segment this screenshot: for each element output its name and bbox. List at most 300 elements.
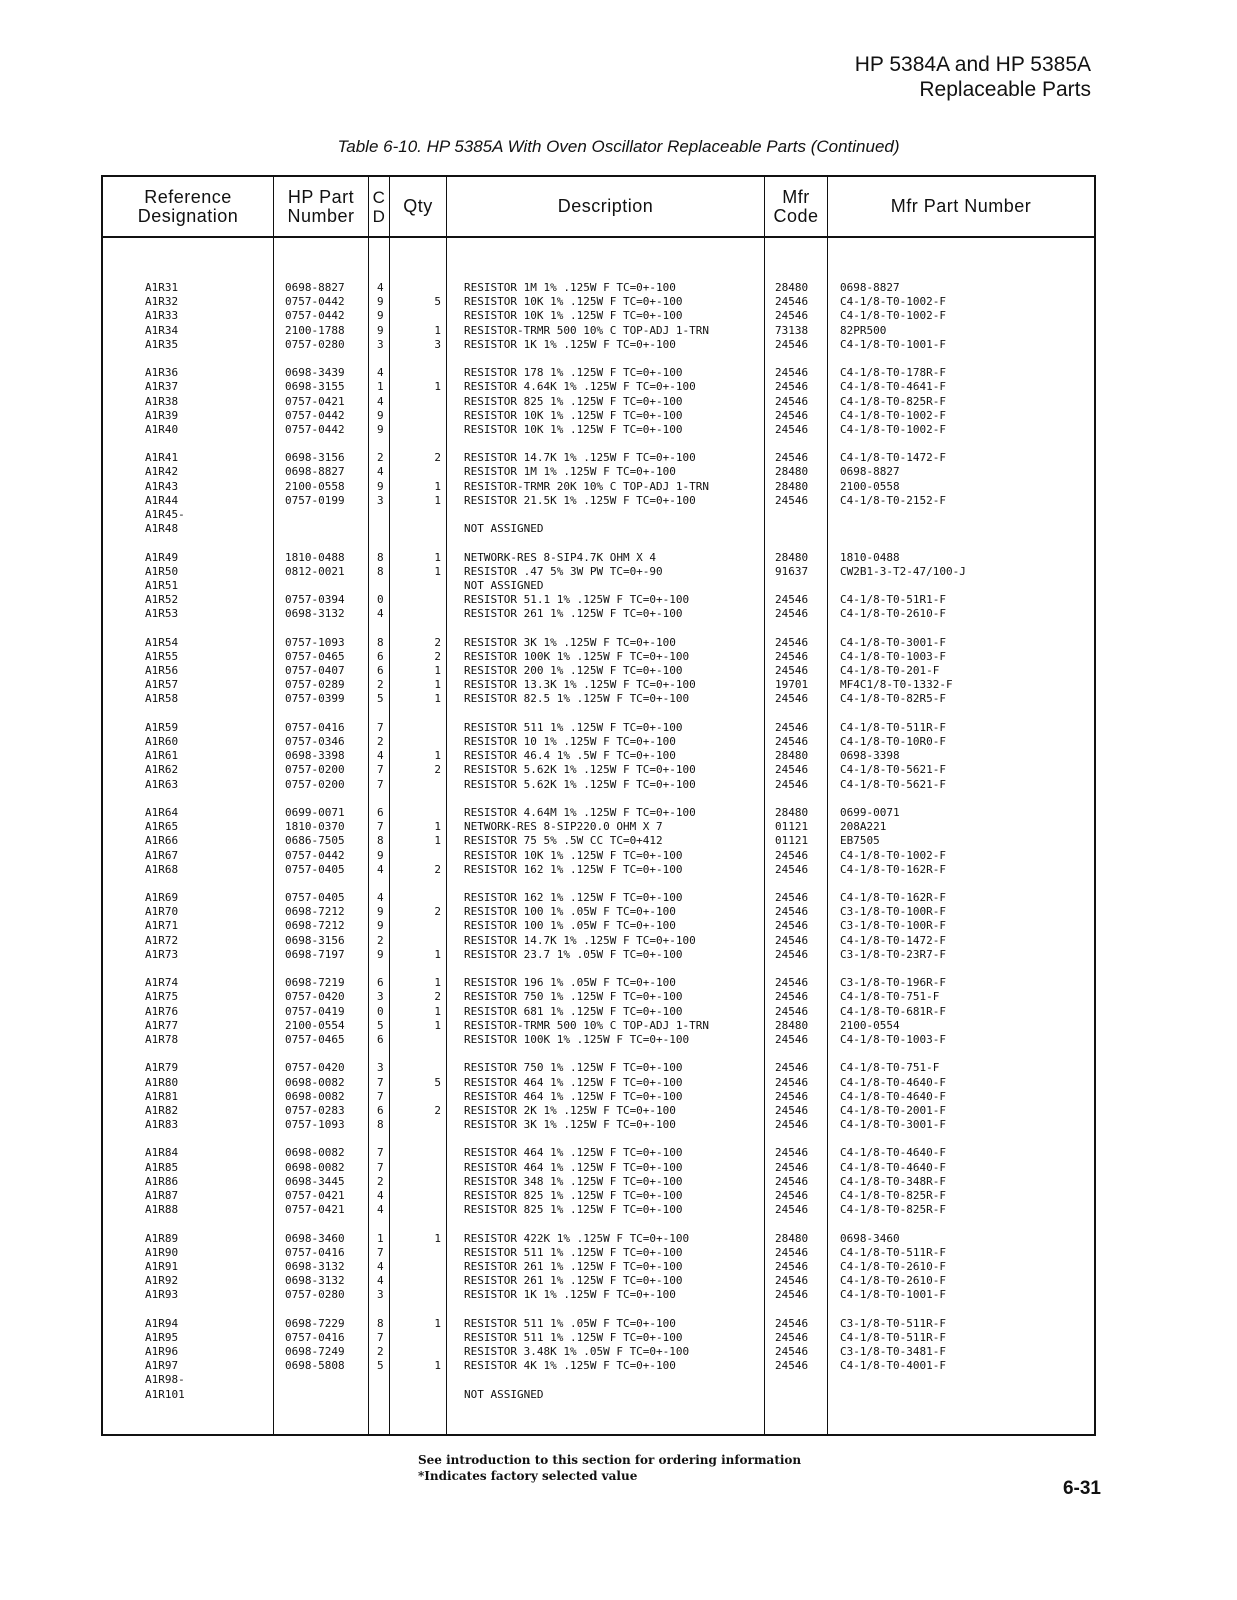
- cell-description: RESISTOR-TRMR 500 10% C TOP-ADJ 1-TRN: [464, 323, 710, 337]
- cell-description: RESISTOR-TRMR 20K 10% C TOP-ADJ 1-TRN: [464, 479, 710, 493]
- cell-reference: A1R67: [145, 848, 179, 862]
- cell-reference: A1R101: [145, 1387, 185, 1401]
- cell-hp-part-number: 0757-0405: [285, 862, 345, 876]
- row-group: [103, 636, 1094, 707]
- cell-mfr-code: 24546: [775, 1118, 809, 1132]
- cell-hp-part-number: 0698-7229: [285, 1316, 345, 1330]
- cell-mfr-part-number: C4-1/8-T0-1001-F: [840, 1288, 946, 1302]
- cell-qty: 3: [434, 337, 441, 351]
- cell-reference: A1R58: [145, 692, 179, 706]
- cell-qty: 1: [434, 323, 441, 337]
- cell-cd: 4: [377, 1274, 384, 1288]
- cell-hp-part-number: 0698-0082: [285, 1089, 345, 1103]
- cell-hp-part-number: 0757-0200: [285, 763, 345, 777]
- cell-qty: 5: [434, 1075, 441, 1089]
- cell-mfr-part-number: MF4C1/8-T0-1332-F: [840, 678, 953, 692]
- row-group: [103, 806, 1094, 877]
- cell-mfr-part-number: C4-1/8-T0-178R-F: [840, 366, 946, 380]
- cell-reference: A1R86: [145, 1174, 179, 1188]
- row-group: [103, 891, 1094, 962]
- table-row: [103, 1175, 1094, 1189]
- cell-mfr-code: 24546: [775, 947, 809, 961]
- cell-mfr-code: 24546: [775, 493, 809, 507]
- table-row: [103, 1005, 1094, 1019]
- cell-qty: 2: [434, 1103, 441, 1117]
- cell-mfr-code: 24546: [775, 366, 809, 380]
- cell-mfr-code: 24546: [775, 607, 809, 621]
- cell-hp-part-number: 0757-0465: [285, 649, 345, 663]
- cell-hp-part-number: 0757-0416: [285, 720, 345, 734]
- header-cd: C D: [372, 187, 386, 226]
- cell-description: RESISTOR 51.1 1% .125W F TC=0+-100: [464, 593, 690, 607]
- cell-reference: A1R49: [145, 550, 179, 564]
- cell-reference: A1R65: [145, 820, 179, 834]
- cell-hp-part-number: 0698-3132: [285, 1274, 345, 1288]
- cell-cd: 4: [377, 281, 384, 294]
- cell-cd: 4: [377, 1259, 384, 1273]
- cell-hp-part-number: 1810-0370: [285, 820, 345, 834]
- cell-reference: A1R52: [145, 593, 179, 607]
- cell-hp-part-number: 0757-0405: [285, 891, 345, 905]
- cell-cd: 4: [377, 394, 384, 408]
- cell-mfr-code: 24546: [775, 763, 809, 777]
- cell-reference: A1R38: [145, 394, 179, 408]
- cell-hp-part-number: 0757-0280: [285, 337, 345, 351]
- cell-hp-part-number: 0698-7219: [285, 976, 345, 990]
- cell-description: RESISTOR 10K 1% .125W F TC=0+-100: [464, 422, 683, 436]
- cell-mfr-part-number: C4-1/8-T0-4640-F: [840, 1146, 946, 1160]
- cell-hp-part-number: 0698-3155: [285, 380, 345, 394]
- table-row: [103, 990, 1094, 1004]
- cell-cd: 9: [377, 947, 384, 961]
- cell-qty: 1: [434, 493, 441, 507]
- cell-mfr-code: 24546: [775, 976, 809, 990]
- cell-mfr-code: 24546: [775, 990, 809, 1004]
- cell-description: RESISTOR 196 1% .05W F TC=0+-100: [464, 976, 676, 990]
- cell-hp-part-number: 0757-0200: [285, 777, 345, 791]
- cell-qty: 2: [434, 763, 441, 777]
- cell-description: RESISTOR 1M 1% .125W F TC=0+-100: [464, 281, 676, 294]
- cell-cd: 2: [377, 451, 384, 465]
- cell-reference: A1R74: [145, 976, 179, 990]
- table-row: [103, 1161, 1094, 1175]
- cell-mfr-code: 24546: [775, 862, 809, 876]
- cell-mfr-part-number: C3-1/8-T0-196R-F: [840, 976, 946, 990]
- cell-reference: A1R54: [145, 635, 179, 649]
- cell-mfr-part-number: C4-1/8-T0-162R-F: [840, 891, 946, 905]
- cell-mfr-code: 73138: [775, 323, 809, 337]
- cell-mfr-part-number: 0699-0071: [840, 805, 900, 819]
- cell-qty: 2: [434, 635, 441, 649]
- cell-hp-part-number: 0757-0420: [285, 990, 345, 1004]
- cell-mfr-code: 24546: [775, 1288, 809, 1302]
- cell-mfr-code: 24546: [775, 1146, 809, 1160]
- cell-hp-part-number: 0757-0394: [285, 593, 345, 607]
- cell-qty: 1: [434, 1231, 441, 1245]
- cell-hp-part-number: 0757-0199: [285, 493, 345, 507]
- cell-mfr-part-number: 82PR500: [840, 323, 887, 337]
- table-row: [103, 749, 1094, 763]
- cell-qty: 1: [434, 380, 441, 394]
- cell-reference: A1R40: [145, 422, 179, 436]
- cell-mfr-part-number: C3-1/8-T0-511R-F: [840, 1316, 946, 1330]
- cell-reference: A1R61: [145, 749, 179, 763]
- cell-mfr-code: 24546: [775, 848, 809, 862]
- cell-description: RESISTOR 3K 1% .125W F TC=0+-100: [464, 1118, 676, 1132]
- cell-reference: A1R31: [145, 281, 179, 294]
- cell-hp-part-number: 0757-0421: [285, 1203, 345, 1217]
- table-row: [103, 522, 1094, 536]
- cell-mfr-code: 28480: [775, 479, 809, 493]
- table-row: [103, 380, 1094, 394]
- cell-hp-part-number: 0698-0082: [285, 1146, 345, 1160]
- cell-mfr-part-number: C4-1/8-T0-751-F: [840, 1061, 940, 1075]
- cell-hp-part-number: 0757-1093: [285, 635, 345, 649]
- table-row: [103, 678, 1094, 692]
- cell-description: RESISTOR 681 1% .125W F TC=0+-100: [464, 1004, 683, 1018]
- cell-qty: 2: [434, 905, 441, 919]
- row-group: [103, 1232, 1094, 1303]
- cell-description: RESISTOR 10K 1% .125W F TC=0+-100: [464, 295, 683, 309]
- table-row: [103, 834, 1094, 848]
- cell-reference: A1R83: [145, 1118, 179, 1132]
- cell-cd: 9: [377, 905, 384, 919]
- cell-reference: A1R33: [145, 309, 179, 323]
- table-row: [103, 494, 1094, 508]
- cell-reference: A1R35: [145, 337, 179, 351]
- header-hp-part-number: HP Part Number: [287, 186, 355, 226]
- cell-hp-part-number: 0757-0280: [285, 1288, 345, 1302]
- table-header: [103, 177, 1094, 238]
- cell-hp-part-number: 0757-0442: [285, 408, 345, 422]
- cell-mfr-part-number: C4-1/8-T0-1001-F: [840, 337, 946, 351]
- cell-description: NOT ASSIGNED: [464, 578, 544, 592]
- cell-description: RESISTOR 4K 1% .125W F TC=0+-100: [464, 1359, 676, 1373]
- parts-table: [101, 175, 1096, 1436]
- cell-cd: 4: [377, 465, 384, 479]
- row-group: [103, 551, 1094, 622]
- cell-description: RESISTOR 511 1% .05W F TC=0+-100: [464, 1316, 676, 1330]
- cell-hp-part-number: 0698-7212: [285, 905, 345, 919]
- cell-description: RESISTOR 200 1% .125W F TC=0+-100: [464, 664, 683, 678]
- table-row: [103, 905, 1094, 919]
- cell-reference: A1R69: [145, 891, 179, 905]
- table-row: [103, 565, 1094, 579]
- cell-cd: 9: [377, 408, 384, 422]
- cell-reference: A1R37: [145, 380, 179, 394]
- table-row: [103, 948, 1094, 962]
- table-row: [103, 1189, 1094, 1203]
- cell-hp-part-number: 0812-0021: [285, 564, 345, 578]
- table-row: [103, 806, 1094, 820]
- header-description: Description: [557, 196, 654, 216]
- cell-qty: 1: [434, 692, 441, 706]
- cell-cd: 6: [377, 649, 384, 663]
- cell-mfr-code: 24546: [775, 394, 809, 408]
- cell-description: RESISTOR 464 1% .125W F TC=0+-100: [464, 1146, 683, 1160]
- table-row: [103, 480, 1094, 494]
- cell-mfr-part-number: C4-1/8-T0-4640-F: [840, 1160, 946, 1174]
- cell-cd: 2: [377, 1345, 384, 1359]
- cell-description: RESISTOR 5.62K 1% .125W F TC=0+-100: [464, 763, 696, 777]
- table-row: [103, 735, 1094, 749]
- cell-cd: 9: [377, 479, 384, 493]
- cell-mfr-code: 24546: [775, 309, 809, 323]
- cell-mfr-part-number: C4-1/8-T0-348R-F: [840, 1174, 946, 1188]
- cell-hp-part-number: 2100-0554: [285, 1018, 345, 1032]
- header-title: HP 5384A and HP 5385A: [854, 53, 1091, 76]
- cell-mfr-code: 28480: [775, 1018, 809, 1032]
- cell-reference: A1R45-: [145, 508, 185, 521]
- cell-mfr-part-number: 0698-3398: [840, 749, 900, 763]
- cell-mfr-code: 28480: [775, 465, 809, 479]
- cell-mfr-part-number: C4-1/8-T0-825R-F: [840, 1189, 946, 1202]
- cell-reference: A1R72: [145, 933, 179, 947]
- cell-hp-part-number: 0757-0421: [285, 1189, 345, 1202]
- cell-reference: A1R80: [145, 1075, 179, 1089]
- cell-description: RESISTOR 750 1% .125W F TC=0+-100: [464, 1061, 683, 1075]
- cell-cd: 6: [377, 664, 384, 678]
- table-row: [103, 1104, 1094, 1118]
- cell-mfr-part-number: C4-1/8-T0-4001-F: [840, 1359, 946, 1373]
- header-subtitle: Replaceable Parts: [919, 78, 1091, 101]
- cell-description: NOT ASSIGNED: [464, 1387, 544, 1401]
- cell-mfr-code: 24546: [775, 1203, 809, 1217]
- cell-mfr-code: 28480: [775, 281, 809, 294]
- cell-reference: A1R85: [145, 1160, 179, 1174]
- cell-mfr-code: 24546: [775, 1345, 809, 1359]
- cell-hp-part-number: 0757-0442: [285, 848, 345, 862]
- cell-mfr-code: 24546: [775, 408, 809, 422]
- cell-reference: A1R88: [145, 1203, 179, 1217]
- cell-description: RESISTOR 4.64K 1% .125W F TC=0+-100: [464, 380, 696, 394]
- cell-cd: 7: [377, 763, 384, 777]
- cell-mfr-part-number: C4-1/8-T0-511R-F: [840, 720, 946, 734]
- cell-description: RESISTOR .47 5% 3W PW TC=0+-90: [464, 564, 663, 578]
- cell-cd: 9: [377, 848, 384, 862]
- table-row: [103, 409, 1094, 423]
- cell-mfr-part-number: C3-1/8-T0-3481-F: [840, 1345, 946, 1359]
- cell-description: RESISTOR 3.48K 1% .05W F TC=0+-100: [464, 1345, 690, 1359]
- cell-description: NETWORK-RES 8-SIP4.7K OHM X 4: [464, 550, 657, 564]
- row-group: [103, 281, 1094, 352]
- cell-cd: 6: [377, 805, 384, 819]
- table-row: [103, 281, 1094, 295]
- cell-cd: 8: [377, 550, 384, 564]
- cell-reference: A1R79: [145, 1061, 179, 1075]
- cell-cd: 2: [377, 1174, 384, 1188]
- cell-hp-part-number: 1810-0488: [285, 550, 345, 564]
- cell-reference: A1R39: [145, 408, 179, 422]
- table-row: [103, 650, 1094, 664]
- cell-mfr-code: 24546: [775, 593, 809, 607]
- table-row: [103, 1203, 1094, 1217]
- cell-cd: 9: [377, 309, 384, 323]
- table-row: [103, 1345, 1094, 1359]
- cell-reference: A1R53: [145, 607, 179, 621]
- row-group: [103, 1317, 1094, 1402]
- cell-cd: 2: [377, 678, 384, 692]
- table-row: [103, 593, 1094, 607]
- cell-description: RESISTOR 511 1% .125W F TC=0+-100: [464, 1330, 683, 1344]
- cell-mfr-part-number: C4-1/8-T0-1003-F: [840, 1032, 946, 1046]
- table-row: [103, 1033, 1094, 1047]
- cell-cd: 6: [377, 1032, 384, 1046]
- cell-mfr-code: 24546: [775, 1316, 809, 1330]
- cell-mfr-part-number: C4-1/8-T0-3001-F: [840, 1118, 946, 1132]
- cell-mfr-code: 28480: [775, 550, 809, 564]
- header-reference-designation: Reference Designation: [137, 186, 239, 226]
- cell-mfr-code: 24546: [775, 891, 809, 905]
- cell-hp-part-number: 0698-3132: [285, 607, 345, 621]
- cell-hp-part-number: 0757-0421: [285, 394, 345, 408]
- cell-mfr-code: 24546: [775, 919, 809, 933]
- cell-mfr-part-number: C4-1/8-T0-2610-F: [840, 1259, 946, 1273]
- cell-reference: A1R57: [145, 678, 179, 692]
- cell-cd: 1: [377, 380, 384, 394]
- cell-reference: A1R56: [145, 664, 179, 678]
- table-row: [103, 295, 1094, 309]
- cell-cd: 5: [377, 1018, 384, 1032]
- cell-reference: A1R77: [145, 1018, 179, 1032]
- table-row: [103, 338, 1094, 352]
- cell-reference: A1R55: [145, 649, 179, 663]
- cell-description: RESISTOR 3K 1% .125W F TC=0+-100: [464, 635, 676, 649]
- cell-description: RESISTOR-TRMR 500 10% C TOP-ADJ 1-TRN: [464, 1018, 710, 1032]
- cell-mfr-code: 24546: [775, 1174, 809, 1188]
- cell-qty: 2: [434, 862, 441, 876]
- cell-hp-part-number: 0757-0346: [285, 735, 345, 748]
- cell-reference: A1R44: [145, 493, 179, 507]
- table-row: [103, 1388, 1094, 1402]
- cell-cd: 1: [377, 1231, 384, 1245]
- table-row: [103, 1019, 1094, 1033]
- cell-description: RESISTOR 10K 1% .125W F TC=0+-100: [464, 408, 683, 422]
- cell-description: RESISTOR 10 1% .125W F TC=0+-100: [464, 735, 676, 748]
- cell-description: RESISTOR 511 1% .125W F TC=0+-100: [464, 1245, 683, 1259]
- cell-mfr-part-number: C4-1/8-T0-1003-F: [840, 649, 946, 663]
- cell-hp-part-number: 0757-0407: [285, 664, 345, 678]
- footer-ordering-note: See introduction to this section for ordering information: [418, 1453, 802, 1467]
- cell-mfr-code: 24546: [775, 1189, 809, 1202]
- cell-cd: 8: [377, 635, 384, 649]
- cell-mfr-part-number: 0698-3460: [840, 1231, 900, 1245]
- cell-reference: A1R34: [145, 323, 179, 337]
- cell-mfr-part-number: 0698-8827: [840, 281, 900, 294]
- cell-mfr-code: 24546: [775, 295, 809, 309]
- cell-description: RESISTOR 348 1% .125W F TC=0+-100: [464, 1174, 683, 1188]
- cell-mfr-code: 28480: [775, 749, 809, 763]
- cell-reference: A1R32: [145, 295, 179, 309]
- cell-mfr-code: 24546: [775, 649, 809, 663]
- cell-cd: 9: [377, 295, 384, 309]
- cell-description: RESISTOR 23.7 1% .05W F TC=0+-100: [464, 947, 683, 961]
- cell-reference: A1R95: [145, 1330, 179, 1344]
- row-group: [103, 1061, 1094, 1132]
- cell-hp-part-number: 0757-0442: [285, 309, 345, 323]
- cell-mfr-part-number: 2100-0554: [840, 1018, 900, 1032]
- table-row: [103, 919, 1094, 933]
- cell-reference: A1R62: [145, 763, 179, 777]
- cell-mfr-part-number: 0698-8827: [840, 465, 900, 479]
- cell-reference: A1R60: [145, 735, 179, 748]
- cell-description: RESISTOR 162 1% .125W F TC=0+-100: [464, 891, 683, 905]
- cell-reference: A1R92: [145, 1274, 179, 1288]
- cell-hp-part-number: 0698-3156: [285, 451, 345, 465]
- cell-mfr-part-number: C4-1/8-T0-1472-F: [840, 451, 946, 465]
- cell-cd: 3: [377, 1061, 384, 1075]
- cell-reference: A1R43: [145, 479, 179, 493]
- cell-reference: A1R93: [145, 1288, 179, 1302]
- cell-description: RESISTOR 100 1% .05W F TC=0+-100: [464, 919, 676, 933]
- cell-hp-part-number: 0699-0071: [285, 805, 345, 819]
- cell-mfr-part-number: C4-1/8-T0-1002-F: [840, 848, 946, 862]
- table-row: [103, 579, 1094, 593]
- cell-mfr-code: 24546: [775, 451, 809, 465]
- cell-reference: A1R36: [145, 366, 179, 380]
- cell-mfr-part-number: C4-1/8-T0-5621-F: [840, 763, 946, 777]
- cell-mfr-part-number: EB7505: [840, 834, 880, 848]
- table-row: [103, 309, 1094, 323]
- cell-mfr-part-number: CW2B1-3-T2-47/100-J: [840, 564, 966, 578]
- cell-hp-part-number: 0757-0465: [285, 1032, 345, 1046]
- cell-cd: 8: [377, 1316, 384, 1330]
- cell-mfr-part-number: C4-1/8-T0-511R-F: [840, 1245, 946, 1259]
- cell-description: RESISTOR 2K 1% .125W F TC=0+-100: [464, 1103, 676, 1117]
- table-row: [103, 395, 1094, 409]
- table-row: [103, 934, 1094, 948]
- cell-mfr-code: 24546: [775, 1160, 809, 1174]
- cell-qty: 1: [434, 749, 441, 763]
- cell-description: RESISTOR 14.7K 1% .125W F TC=0+-100: [464, 451, 696, 465]
- cell-qty: 2: [434, 990, 441, 1004]
- cell-mfr-code: 24546: [775, 720, 809, 734]
- table-row: [103, 778, 1094, 792]
- cell-description: RESISTOR 46.4 1% .5W F TC=0+-100: [464, 749, 676, 763]
- cell-reference: A1R48: [145, 522, 179, 536]
- cell-cd: 9: [377, 323, 384, 337]
- cell-hp-part-number: 0698-5808: [285, 1359, 345, 1373]
- cell-description: RESISTOR 162 1% .125W F TC=0+-100: [464, 862, 683, 876]
- cell-mfr-part-number: C4-1/8-T0-681R-F: [840, 1004, 946, 1018]
- cell-cd: 5: [377, 1359, 384, 1373]
- cell-mfr-code: 01121: [775, 820, 809, 834]
- table-row: [103, 1146, 1094, 1160]
- cell-cd: 4: [377, 1203, 384, 1217]
- cell-reference: A1R75: [145, 990, 179, 1004]
- cell-cd: 3: [377, 337, 384, 351]
- cell-description: NETWORK-RES 8-SIP220.0 OHM X 7: [464, 820, 663, 834]
- row-group: [103, 976, 1094, 1047]
- cell-cd: 7: [377, 1075, 384, 1089]
- cell-hp-part-number: 0698-0082: [285, 1160, 345, 1174]
- cell-reference: A1R76: [145, 1004, 179, 1018]
- cell-description: RESISTOR 10K 1% .125W F TC=0+-100: [464, 848, 683, 862]
- cell-reference: A1R96: [145, 1345, 179, 1359]
- cell-mfr-part-number: C4-1/8-T0-2610-F: [840, 1274, 946, 1288]
- table-row: [103, 664, 1094, 678]
- page-number: 6-31: [1062, 1478, 1101, 1499]
- cell-mfr-part-number: C4-1/8-T0-511R-F: [840, 1330, 946, 1344]
- cell-hp-part-number: 0757-0289: [285, 678, 345, 692]
- cell-hp-part-number: 0698-7197: [285, 947, 345, 961]
- cell-reference: A1R78: [145, 1032, 179, 1046]
- cell-description: RESISTOR 261 1% .125W F TC=0+-100: [464, 1259, 683, 1273]
- cell-cd: 3: [377, 493, 384, 507]
- cell-cd: 4: [377, 749, 384, 763]
- cell-mfr-part-number: C4-1/8-T0-2610-F: [840, 607, 946, 621]
- cell-reference: A1R97: [145, 1359, 179, 1373]
